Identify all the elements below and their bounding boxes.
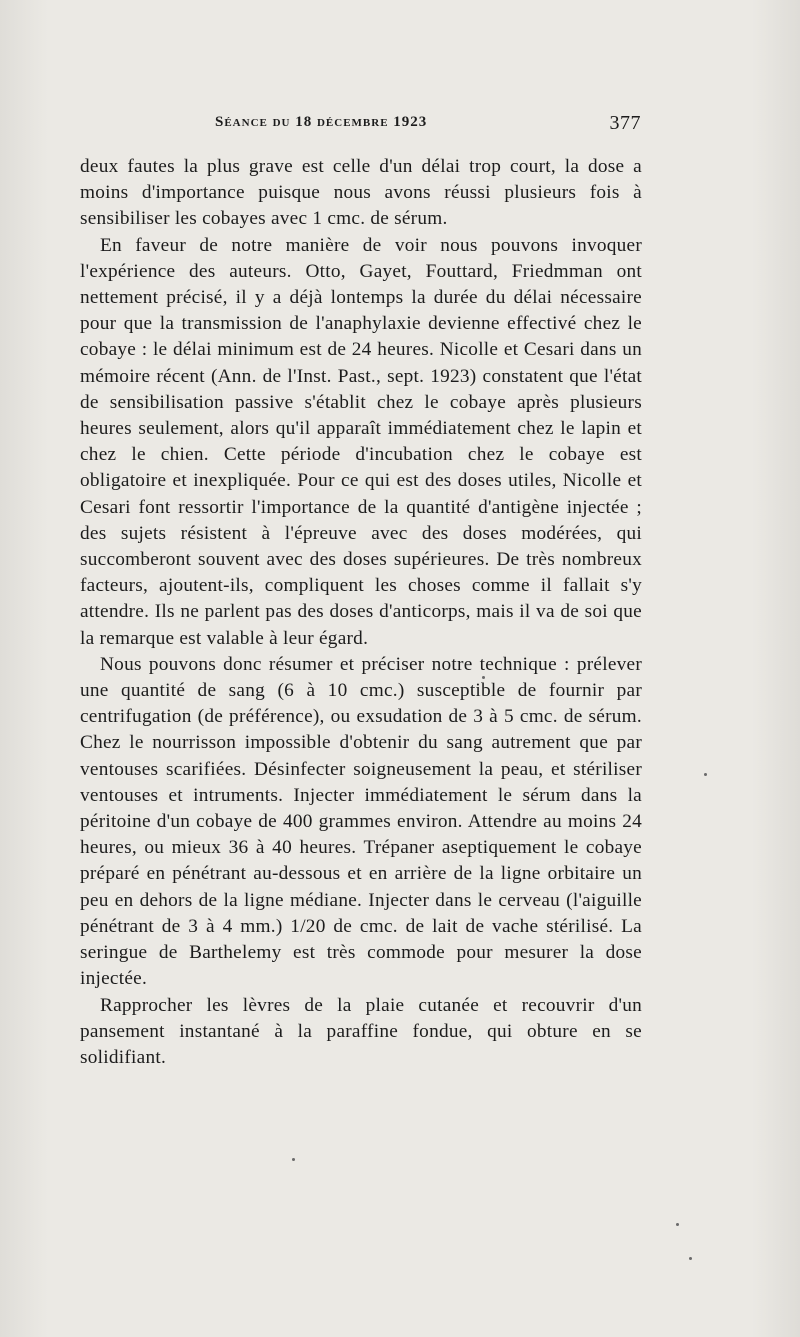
paragraph-2: En faveur de notre manière de voir nous pouvons invoquer l'expérience des auteurs. Otto, Gayet, Fouttard, Friedmman ont nettement précisé, il y a déjà lontemps la durée du délai nécessaire pour que la transmission de l'anaphylaxie devienne effectivé chez le cobaye : le délai minimum est de 24 heures. Nicolle et Cesari dans un mémoire récent (Ann. de l'Inst. Past., sept. 1923) constatent que l'état de sensibilisation passive s'établit chez le cobaye après plusieurs heures seulement, alors qu'il apparaît immédiatement chez le lapin et chez le chien. Cette période d'incubation chez le cobaye est obligatoire et inexpliquée. Pour ce qui est des doses utiles, Nicolle et Cesari font ressortir l'importance de la quantité d'antigène injectée ; des sujets résistent à l'épreuve avec des doses modérées, qui succomberont souvent avec des doses supérieures. De très nombreux facteurs, ajoutent-ils, compliquent les choses comme il fallait s'y attendre. Ils ne parlent pas des doses d'anticorps, mais il va de soi que la remarque est valable à leur égard. — [80, 234, 642, 649]
paragraph-1: deux fautes la plus grave est celle d'un délai trop court, la dose a moins d'importance puisque nous avons réussi plusieurs fois à sensibiliser les cobayes avec 1 cmc. de sérum. — [80, 156, 642, 230]
page-number: 377 — [609, 112, 641, 134]
paragraph-3: Nous pouvons donc résumer et préciser notre technique : prélever une quantité de sang (6 à 10 cmc.) susceptible de fournir par centrifugation (de préférence), ou exsudation de 3 à 5 cmc. de sérum. Chez le nourrisson impossible d'obtenir du sang autrement que par ventouses scarifiées. Désinfecter soigneusement la peau, et stériliser ventouses et intruments. Injecter immédiatement le sérum dans la péritoine d'un cobaye de 400 grammes environ. Attendre au moins 24 heures, ou mieux 36 à 40 heures. Trépaner aseptiquement le cobaye préparé en pénétrant au-dessous et en arrière de la ligne orbitaire un peu en dehors de la ligne médiane. Injecter dans le cerveau (l'aiguille pénétrant de 3 à 4 mm.) 1/20 de cmc. de lait de vache stérilisé. La seringue de Barthelemy est très commode pour mesurer la dose injectée. — [80, 653, 642, 990]
body-text — [80, 154, 642, 1071]
print-speck — [292, 1158, 295, 1161]
print-speck — [482, 676, 485, 679]
print-speck — [704, 773, 707, 776]
print-speck — [676, 1223, 679, 1226]
print-speck — [689, 1257, 692, 1260]
paragraph-4: Rapprocher les lèvres de la plaie cutanée et recouvrir d'un pansement instantané à la paraffine fondue, qui obture en se solidifiant. — [80, 994, 642, 1068]
running-title: Séance du 18 décembre 1923 — [215, 114, 428, 130]
page-header — [215, 112, 645, 140]
